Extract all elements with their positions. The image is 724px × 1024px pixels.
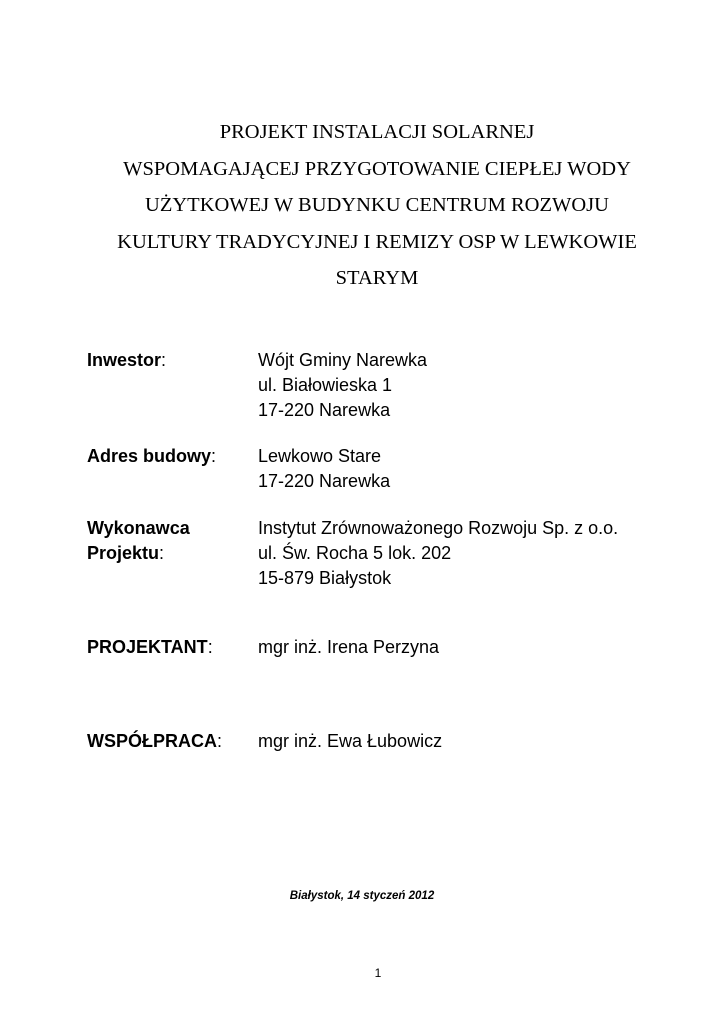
title-line: KULTURY TRADYCYJNEJ I REMIZY OSP W LEWKOWIE [117,230,637,253]
investor-details [258,348,698,423]
cooperation-label: WSPÓŁPRACA: [87,731,223,751]
place-and-date: Białystok, 14 styczeń 2012 [289,890,435,902]
designer-details [258,635,698,660]
contractor-city: 15-879 Białystok [258,568,392,588]
cooperation-name: mgr inż. Ewa Łubowicz [258,731,443,751]
investor-label: Inwestor: [87,350,167,370]
contractor-details [258,516,698,591]
title-line: UŻYTKOWEJ W BUDYNKU CENTRUM ROZWOJU [145,194,609,216]
designer-label: PROJEKTANT: [87,637,213,657]
site-address-details [258,444,698,494]
investor-name: Wójt Gminy Narewka [258,350,428,370]
title-line: PROJEKT INSTALACJI SOLARNEJ [219,121,535,143]
site-address-label: Adres budowy: [87,446,217,466]
contractor-name: Instytut Zrównoważonego Rozwoju Sp. z o.o. [258,518,619,538]
contractor-street: ul. Św. Rocha 5 lok. 202 [258,543,452,563]
title-line: STARYM [335,267,419,289]
designer-name: mgr inż. Irena Perzyna [258,637,440,657]
page-number: 1 [374,966,382,980]
title-line: WSPOMAGAJĄCEJ PRZYGOTOWANIE CIEPŁEJ WODY [123,157,631,180]
site-address-city: 17-220 Narewka [258,471,391,491]
investor-street: ul. Białowieska 1 [258,375,393,395]
contractor-label: Wykonawca Projektu: [87,518,190,563]
cooperation-details [258,729,698,754]
site-address-place: Lewkowo Stare [258,446,382,466]
investor-city: 17-220 Narewka [258,400,391,420]
document-title [60,114,694,297]
